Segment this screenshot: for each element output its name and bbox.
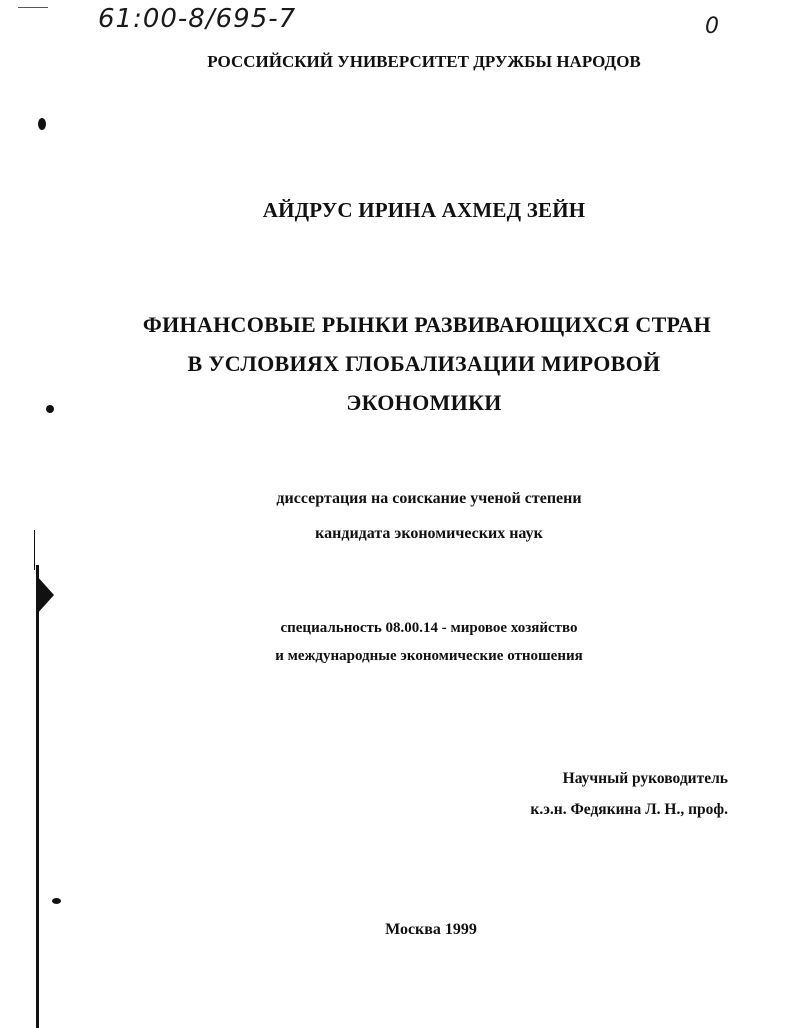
dissertation-title-line-1: ФИНАНСОВЫЕ РЫНКИ РАЗВИВАЮЩИХСЯ СТРАН	[142, 312, 712, 337]
scan-artifact-blot	[38, 118, 46, 130]
handwritten-corner-mark: 0	[705, 14, 720, 39]
dissertation-title-line-2: В УСЛОВИЯХ ГЛОБАЛИЗАЦИИ МИРОВОЙ	[187, 351, 661, 376]
specialty-line-1: специальность 08.00.14 - мировое хозяйство	[280, 620, 578, 636]
scan-artifact-dash	[18, 7, 48, 8]
specialty-line-2: и международные экономические отношения	[275, 648, 583, 664]
handwritten-shelf-code: 61:00-8/695-7	[98, 4, 297, 34]
university-name: РОССИЙСКИЙ УНИВЕРСИТЕТ ДРУЖБЫ НАРОДОВ	[207, 52, 641, 71]
dissertation-title-line-3: ЭКОНОМИКИ	[346, 390, 502, 415]
scan-artifact-blot	[52, 898, 61, 904]
degree-line-2: кандидата экономических наук	[315, 525, 543, 542]
city-year: Москва 1999	[385, 921, 477, 938]
scan-artifact-triangle	[36, 575, 54, 615]
author-name: АЙДРУС ИРИНА АХМЕД ЗЕЙН	[262, 198, 586, 222]
supervisor-label: Научный руководитель	[562, 770, 728, 787]
supervisor-name: к.э.н. Федякина Л. Н., проф.	[530, 801, 728, 818]
degree-line-1: диссертация на соискание ученой степени	[276, 490, 582, 507]
